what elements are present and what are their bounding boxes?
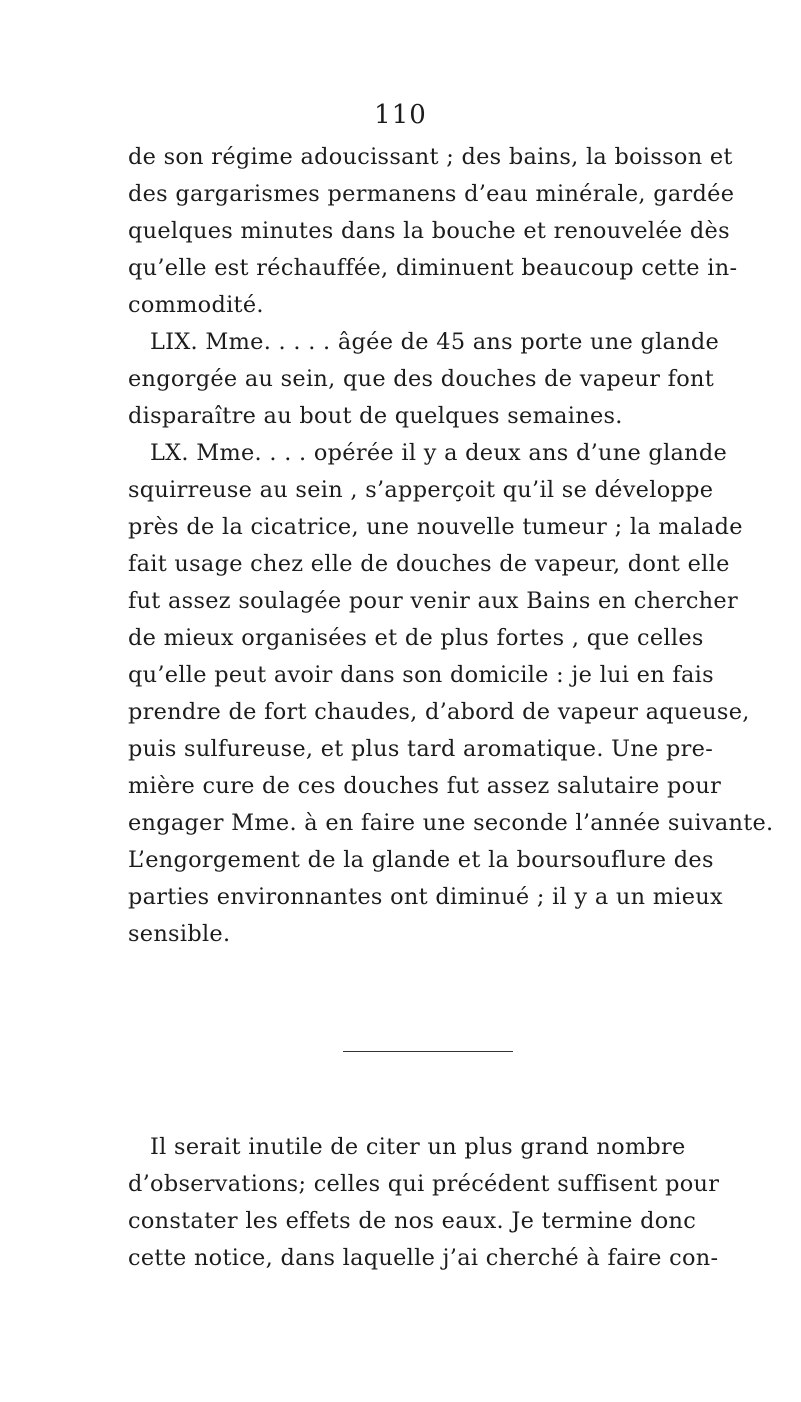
text-line: cette notice, dans laquelle j’ai cherché à faire con- [128,1245,719,1271]
text-line: disparaître au bout de quelques semaines. [128,403,623,429]
text-line: squirreuse au sein , s’apperçoit qu’il se développe [128,477,714,503]
section-divider [343,1051,513,1052]
main-text [128,139,774,953]
text-line: qu’elle est réchauffée, diminuent beaucoup cette in- [128,255,738,281]
closing-text [128,1129,720,1277]
text-line: L’engorgement de la glande et la boursouflure des [128,847,714,873]
text-line: fait usage chez elle de douches de vapeur, dont elle [128,551,730,577]
text-line: Il serait inutile de citer un plus grand nombre [150,1134,686,1160]
text-line: fut assez soulagée pour venir aux Bains en chercher [128,588,738,614]
page-number: 110 [374,100,427,130]
text-line: près de la cicatrice, une nouvelle tumeur ; la malade [128,514,743,540]
text-line: parties environnantes ont diminué ; il y a un mieux [128,884,723,910]
text-line: engager Mme. à en faire une seconde l’année suivante. [128,810,774,836]
text-line: de son régime adoucissant ; des bains, la boisson et [128,144,733,170]
text-line: mière cure de ces douches fut assez salutaire pour [128,773,722,799]
text-line: qu’elle peut avoir dans son domicile : je lui en fais [128,662,714,688]
text-line: sensible. [128,921,231,947]
text-line: commodité. [128,292,264,318]
observation-lix-line: LIX. Mme. . . . . âgée de 45 ans porte une glande [150,329,720,355]
text-line: quelques minutes dans la bouche et renouvelée dès [128,218,730,244]
text-line: engorgée au sein, que des douches de vapeur font [128,366,715,392]
text-line: d’observations; celles qui précédent suffisent pour [128,1171,720,1197]
text-line: prendre de fort chaudes, d’abord de vapeur aqueuse, [128,699,750,725]
observation-lx-line: LX. Mme. . . . opérée il y a deux ans d’une glande [150,440,728,466]
text-line: des gargarismes permanens d’eau minérale, gardée [128,181,735,207]
text-line: de mieux organisées et de plus fortes , que celles [128,625,704,651]
text-line: puis sulfureuse, et plus tard aromatique. Une pre- [128,736,714,762]
text-line: constater les effets de nos eaux. Je termine donc [128,1208,697,1234]
